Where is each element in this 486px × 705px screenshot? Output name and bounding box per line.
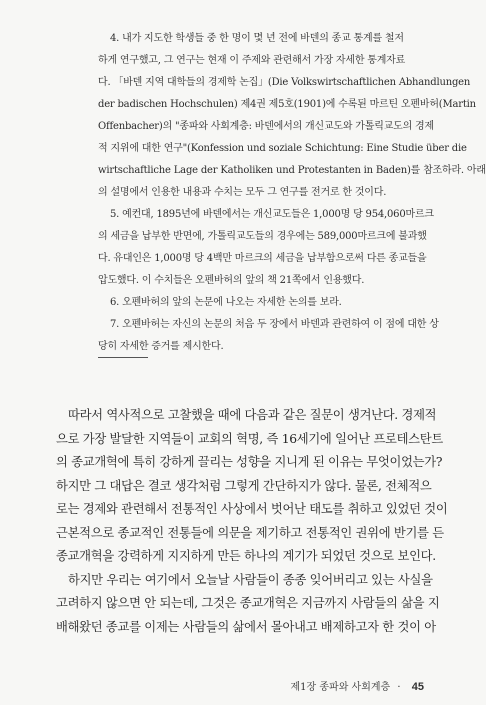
footnote-line: 5. 예컨대, 1895년에 바덴에서는 개신교도들은 1,000명 당 954,060마르크 (110, 209, 434, 220)
footnote-line: 압도했다. 이 수치들은 오펜바허의 앞의 책 21쪽에서 인용했다. (98, 275, 365, 286)
footnote-line: wirtschaftliche Lage der Katholiken und Protestanten in Baden)를 참조하라. 아래 (98, 165, 486, 176)
footnote-line: 하게 연구했고, 그 연구는 현재 이 주제와 관련해서 가장 자세한 통계자료 (98, 55, 406, 66)
paragraph-line: 하지만 그 대답은 결코 생각처럼 그렇게 간단하지가 않다. 물론, 전체적으 (56, 478, 432, 493)
footnotes-section (98, 28, 486, 358)
paragraph-line: 배해왔던 종교를 이제는 사람들의 삶에서 몰아내고 배제하고자 한 것이 아 (56, 619, 436, 634)
footnote-line: 당히 자세한 증거를 제시한다. (98, 341, 224, 352)
footnote-line: 의 설명에서 인용한 내용과 수치는 모두 그 연구를 전거로 한 것이다. (98, 187, 387, 198)
page-footer (291, 678, 424, 693)
paragraph-line: 고려하지 않으면 안 되는데, 그것은 종교개혁은 지금까지 사람들의 삶을 지 (56, 596, 440, 610)
footnote-line: Offenbacher)의 "종파와 사회계층: 바덴에서의 개신교도와 가톨릭교도의 경제 (98, 121, 434, 132)
footnote-line: 다. 유대인은 1,000명 당 4백만 마르크의 세금을 납부함으로써 다른 종교들을 (98, 253, 427, 264)
footnote-line: 적 지위에 대한 연구"(Konfession und soziale Schichtung: Eine Studie über die (98, 143, 467, 154)
section-divider (98, 357, 148, 358)
paragraph-line: 로는 경제와 관련해서 전통적인 사상에서 벗어난 태도를 취하고 있었던 것이 (56, 502, 448, 516)
footnote-line: 다. 「바덴 지역 대학들의 경제학 논집」(Die Volkswirtschaftlichen Abhandlungen (98, 77, 471, 88)
paragraph-line: 종교개혁을 강력하게 지지하게 만든 하나의 계기가 되었던 것으로 보인다. (56, 549, 436, 563)
paragraph-line: 따라서 역사적으로 고찰했을 때에 다음과 같은 질문이 생겨난다. 경제적 (68, 408, 437, 422)
page-number: 45 (411, 681, 424, 693)
footnote-line: 6. 오펜바허의 앞의 논문에 나오는 자세한 논의를 보라. (110, 297, 342, 308)
footnote-line: 7. 오펜바허는 자신의 논문의 처음 두 장에서 바덴과 관련하여 이 점에 대한 상 (110, 319, 439, 330)
paragraph-line: 으로 가장 발달한 지역들이 교회의 혁명, 즉 16세기에 일어난 프로테스탄트 (56, 431, 443, 446)
body-text (56, 404, 448, 639)
paragraph-line: 하지만 우리는 여기에서 오늘날 사람들이 종종 잊어버리고 있는 사실을 (68, 572, 433, 587)
running-header-chapter: 제1장 종파와 사회계층 (290, 682, 391, 693)
paragraph-line: 근본적으로 종교적인 전통들에 의문을 제기하고 전통적인 권위에 반기를 든 (56, 525, 444, 540)
footnote-line: 4. 내가 지도한 학생들 중 한 명이 몇 년 전에 바덴의 종교 통계를 철저 (110, 33, 404, 44)
footnote-line: 의 세금을 납부한 반면에, 가톨릭교도들의 경우에는 589,000마르크에 불과했 (98, 231, 427, 242)
footer-separator: · (397, 682, 401, 693)
footnote-line: der badischen Hochschulen) 제4권 제5호(1901)에 수록된 마르틴 오펜바허(Martin (98, 99, 476, 110)
paragraph-line: 의 종교개혁에 특히 강하게 끌리는 성향을 지니게 된 이유는 무엇이었는가? (56, 455, 443, 469)
